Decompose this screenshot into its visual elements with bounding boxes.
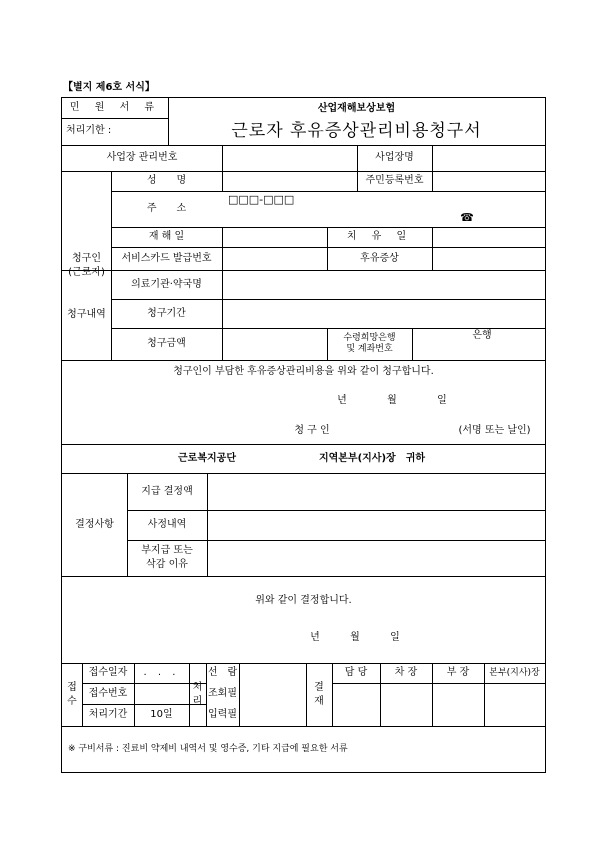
approval-label-char2: 재 — [314, 695, 324, 707]
rrn-field[interactable] — [433, 172, 544, 190]
manager-label: 부 장 — [446, 667, 470, 678]
claim-date-month: 월 — [387, 395, 397, 406]
approval-label-char1: 결 — [314, 681, 324, 693]
claimant-worker-label: (근로자) — [68, 266, 105, 278]
bank-account-label — [327, 328, 412, 360]
processing-label-char1: 처 — [192, 681, 203, 693]
entered-field[interactable] — [240, 705, 305, 725]
decision-date-year: 년 — [310, 632, 320, 643]
decision-date-day: 일 — [390, 632, 400, 643]
decision-section-label: 결정사항 — [75, 518, 114, 530]
receipt-date-value[interactable]: . . . — [143, 667, 180, 678]
decided-amount-label: 지급 결정액 — [141, 485, 193, 497]
recipient-org: 근로복지공단 — [178, 453, 236, 464]
refusal-reason-label — [127, 540, 207, 576]
symptom-label: 후유증상 — [360, 252, 399, 264]
claim-period-label: 청구기간 — [147, 307, 186, 319]
required-documents-note: ※ 구비서류 : 진료비 약제비 내역서 및 영수증, 기타 지급에 필요한 서류 — [68, 744, 348, 754]
documents-label: 민 원 서 류 — [69, 102, 161, 113]
approval-label — [306, 663, 332, 726]
business-name-label: 사업장명 — [375, 152, 414, 163]
institution-field[interactable] — [223, 271, 544, 298]
viewed-label: 선 람 — [207, 667, 238, 678]
checked-label: 조회필 — [208, 687, 237, 699]
name-field[interactable] — [223, 172, 356, 190]
address-field[interactable] — [223, 207, 544, 226]
claim-amount-field[interactable] — [223, 329, 326, 359]
refusal-label-line1: 부지급 또는 — [141, 545, 193, 556]
deputy-label: 차 장 — [394, 667, 418, 678]
symptom-field[interactable] — [433, 248, 544, 269]
bank-suffix: 은행 — [472, 330, 492, 341]
business-mgmt-no-field[interactable] — [223, 146, 356, 170]
review-details-label: 사정내역 — [147, 519, 187, 530]
claim-date-year: 년 — [337, 395, 347, 406]
receipt-label-char1: 접 — [67, 681, 77, 693]
staff-signature-box[interactable] — [333, 684, 379, 725]
claimant-sign-label: 청 구 인 — [294, 425, 330, 436]
decision-statement: 위와 같이 결정합니다. — [255, 595, 352, 606]
claimant-label: 청구인 — [72, 252, 101, 264]
accident-date-label: 재 해 일 — [148, 231, 185, 242]
name-label: 성 명 — [146, 175, 187, 186]
processing-label-char2: 리 — [192, 695, 203, 707]
entered-label: 입력필 — [208, 709, 237, 720]
head-label: 본부(지사)장 — [489, 668, 540, 678]
business-mgmt-no-label: 사업장 관리번호 — [106, 152, 178, 163]
receipt-label-char2: 수 — [67, 695, 77, 707]
form-subtitle: 산업재해보상보험 — [317, 103, 396, 114]
receipt-label — [62, 663, 82, 726]
head-signature-box[interactable] — [485, 684, 544, 725]
claim-period-field[interactable] — [223, 300, 544, 327]
refusal-label-line2: 삭감 이유 — [146, 559, 188, 570]
signature-hint: (서명 또는 날인) — [458, 425, 531, 436]
claimant-signature-field[interactable] — [352, 422, 447, 440]
staff-label: 담 당 — [344, 667, 368, 678]
rrn-label: 주민등록번호 — [365, 175, 424, 186]
viewed-field[interactable] — [240, 664, 305, 682]
healed-date-label: 치 유 일 — [346, 231, 413, 242]
receipt-date-label: 접수일자 — [88, 667, 128, 678]
service-card-label: 서비스카드 발급번호 — [121, 252, 212, 264]
service-card-field[interactable] — [223, 248, 326, 269]
checked-field[interactable] — [240, 684, 305, 703]
form-title: 근로자 후유증상관리비용청구서 — [231, 120, 482, 141]
bank-label-line1: 수령희망은행 — [343, 333, 396, 343]
review-details-field[interactable] — [208, 511, 544, 539]
phone-icon: ☎ — [460, 211, 474, 224]
recipient-branch: 지역본부(지사)장 귀하 — [318, 453, 426, 464]
healed-date-field[interactable] — [433, 228, 544, 246]
manager-signature-box[interactable] — [433, 684, 483, 725]
institution-label: 의료기관·약국명 — [131, 278, 202, 290]
claim-section-label: 청구내역 — [67, 309, 106, 320]
claim-amount-label: 청구금액 — [147, 338, 186, 349]
receipt-no-field[interactable] — [135, 684, 188, 703]
claim-form — [61, 97, 546, 773]
processing-period-value: 10일 — [150, 709, 173, 720]
processing-period-label: 처리기간 — [88, 709, 128, 720]
accident-date-field[interactable] — [223, 228, 326, 246]
address-label: 주 소 — [146, 203, 187, 214]
decision-date-month: 월 — [350, 632, 360, 643]
refusal-reason-field[interactable] — [208, 541, 544, 575]
deputy-signature-box[interactable] — [381, 684, 431, 725]
postal-code: □□□-□□□ — [228, 193, 295, 206]
claim-date-day: 일 — [437, 395, 447, 406]
deadline-label: 처리기한 : — [66, 125, 112, 136]
form-number-label: 【별지 제6호 서식】 — [63, 82, 155, 93]
receipt-no-label: 접수번호 — [88, 687, 128, 699]
claim-statement: 청구인이 부담한 후유증상관리비용을 위와 같이 청구합니다. — [173, 366, 434, 377]
processing-label — [189, 663, 206, 726]
decided-amount-field[interactable] — [208, 474, 544, 509]
business-name-field[interactable] — [433, 146, 544, 170]
bank-label-line2: 및 계좌번호 — [346, 344, 393, 354]
